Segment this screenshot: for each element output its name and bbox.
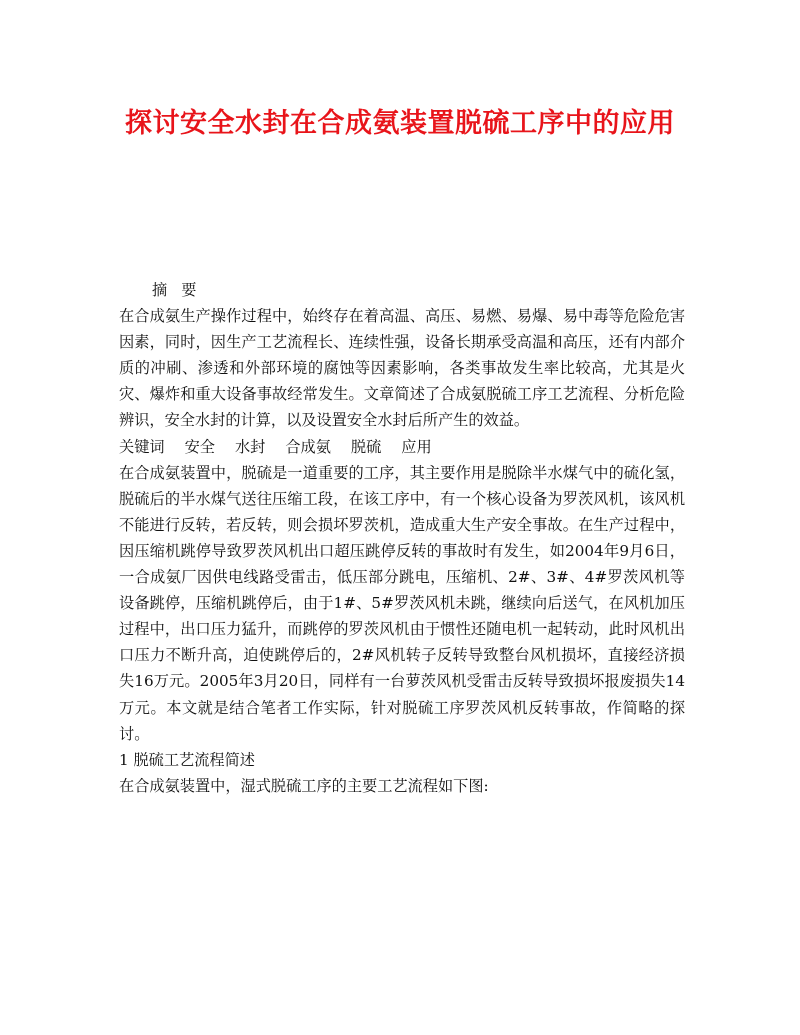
- keyword: 脱硫: [350, 437, 382, 456]
- intro-paragraph: 在合成氨装置中，脱硫是一道重要的工序，其主要作用是脱除半水煤气中的硫化氢，脱硫后的半水煤气送往压缩工段，在该工序中，有一个核心设备为罗茨风机，该风机不能进行反转，若反转，则会损坏罗茨机，造成重大生产安全事故。在生产过程中，因压缩机跳停导致罗茨风机出口超压跳停反转的事故时有发生，如2004年9月6日，一合成氨厂因供电线路受雷击，低压部分跳电，压缩机、2#、3#、4#罗茨风机等设备跳停，压缩机跳停后，由于1#、5#罗茨风机未跳，继续向后送气，在风机加压过程中，出口压力猛升，而跳停的罗茨风机由于惯性还随电机一起转动，此时风机出口压力不断升高，迫使跳停后的，2#风机转子反转导致整台风机损坏，直接经济损失16万元。2005年3月20日，同样有一台萝茨风机受雷击反转导致损坏报废损失14万元。本文就是结合笔者工作实际，针对脱硫工序罗茨风机反转事故，作简略的探讨。: [119, 463, 685, 743]
- keyword: 安全: [184, 437, 215, 456]
- keywords-label: 关键词: [119, 437, 165, 456]
- keyword: 水封: [234, 437, 266, 456]
- abstract-heading: 摘要: [152, 281, 211, 299]
- document-body: [119, 277, 685, 799]
- abstract-paragraph: 在合成氨生产操作过程中，始终存在着高温、高压、易燃、易爆、易中毒等危险危害因素，同时，因生产工艺流程长、连续性强，设备长期承受高温和高压，还有内部介质的冲刷、渗透和外部环境的腐蚀等因素影响，各类事故发生率比较高，尤其是火灾、爆炸和重大设备事故经常发生。文章简述了合成氨脱硫工序工艺流程、分析危险辨识，安全水封的计算，以及设置安全水封后所产生的效益。: [119, 307, 685, 430]
- keyword: 应用: [401, 437, 432, 456]
- section-paragraph: 在合成氨装置中，湿式脱硫工序的主要工艺流程如下图:: [119, 776, 489, 795]
- section-heading: 1 脱硫工艺流程简述: [119, 750, 255, 769]
- keyword: 合成氨: [285, 437, 331, 456]
- keywords-line: [119, 434, 685, 460]
- document-title: 探讨安全水封在合成氨装置脱硫工序中的应用: [125, 108, 675, 139]
